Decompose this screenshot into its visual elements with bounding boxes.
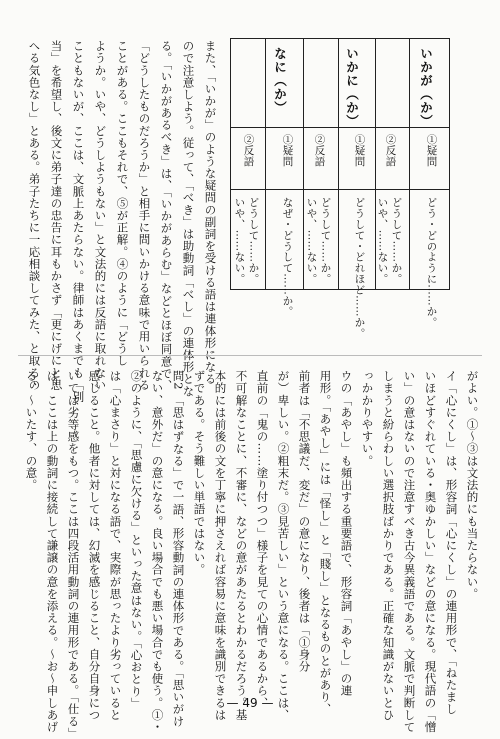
- text-column: 問2 「思はずなる」で一語、形容動詞の連体形である。「思いがけ: [171, 370, 186, 728]
- text-column: っかかりやすい。: [360, 370, 375, 467]
- text-column: ことがある。ここもそれで、⑤が正解。④のように「どうし: [115, 40, 130, 367]
- text-column: ②のように、「思慮に欠ける」といった意はない。「心おとり」: [129, 370, 144, 710]
- text-column: が）卑しい。②粗末だ。③見苦しい」という意になる。ここは、: [276, 370, 291, 721]
- row-example: どう・どのように……か。: [425, 197, 438, 328]
- text-column: いほどすぐれている・奥ゆかしい」などの意になる。現代語の「憎: [423, 370, 438, 733]
- text-column: い」の意はないので注意すべき古今異義語である。文脈で判断して: [402, 370, 417, 733]
- text-column: イ「心にくし」は、形容詞「心にくし」の連用形で、「ねたまし: [444, 370, 459, 716]
- table-column-divider: [265, 39, 266, 289]
- text-column: ので注意しよう。従って、「べき」は助動詞「べし」の連体形とな: [181, 40, 196, 398]
- text-column: 感じること。他者に対しては、幻滅を感じること、自分自身につ: [87, 370, 102, 721]
- text-column: は、ここは上の動詞に接続して謙譲の意を添える。〜お〜申しあげ: [45, 370, 60, 733]
- row-example: いや、……ない。: [376, 197, 389, 285]
- row-label: ②反語: [384, 134, 397, 167]
- text-column: 不可解なことに、不審に、などの意があたるとわかるだろう。基: [234, 370, 249, 721]
- question-word-table: [230, 38, 450, 339]
- text-column: 前者は「不思議だ、変だ」の意になり、後者は「①身分: [297, 370, 312, 673]
- row-example: いや、……ない。: [233, 197, 246, 285]
- text-column: ウの「あやし」も頻出する重要語で、形容詞「あやし」の連: [339, 370, 354, 697]
- row-example: なぜ・どうして……か。: [281, 197, 294, 317]
- group-heading: なに（か）: [272, 47, 288, 115]
- table-column-divider: [338, 39, 339, 289]
- text-column: 当」を希望し、後文に弟子達の忠告に耳もかさず「更にげにと思: [49, 40, 64, 391]
- text-column: へる気色なし」とある。弟子たちに一応相談してみた、と取るの: [27, 40, 42, 391]
- row-example: どうして・どれほど……か。: [353, 197, 366, 339]
- row-label: ①疑問: [281, 134, 294, 167]
- text-column: は「心まさり」と対になる語で、実際が思ったより劣っていると: [108, 370, 123, 721]
- section-divider: [18, 355, 482, 356]
- table-column-divider: [409, 39, 410, 289]
- row-label: ①疑問: [425, 134, 438, 167]
- group-heading: いかが（か）: [418, 47, 434, 128]
- text-column: いては劣等感をもつ。ここは四段活用動詞の連用形である。「仕る」: [66, 370, 81, 739]
- text-column: こともないが、ここは、文脈上あたらない。律師はあくまでも「別: [71, 40, 86, 403]
- text-column: 直前の「鬼の……塗り付つつ」様子を見ての心情であるから、: [255, 370, 270, 709]
- row-label: ①疑問: [353, 134, 366, 167]
- row-example: どうして……か。: [319, 197, 332, 285]
- row-label: ②反語: [242, 134, 255, 167]
- table-label-divider: [231, 189, 449, 190]
- text-column: また、「いかが」のような疑問の副詞を受ける語は連体形になる: [203, 40, 218, 386]
- group-heading: いかに（か）: [344, 47, 360, 128]
- text-column: ずである。そう難しい単語ではない。: [192, 370, 207, 576]
- table-group-divider: [303, 39, 304, 289]
- text-column: がよい。①〜③は文法的にも当たらない。: [465, 370, 480, 600]
- table-group-divider: [375, 39, 376, 289]
- text-column: ない、意外だ」の意になる。良い場合でも悪い場合でも使う。①・: [150, 370, 165, 733]
- text-column: 「どうしたものだろうか」と相手に問いかける意味で用いられる: [137, 40, 152, 391]
- text-column: 用形。「あやし」には「怪し」と「賤し」となるものとがあり、: [318, 370, 333, 716]
- text-column: しまうと紛らわしい選択肢ばかりである。正確な知識がないとひ: [381, 370, 396, 721]
- row-example: いや、……ない。: [305, 197, 318, 285]
- text-column: る。「いかがあるべき」は、「いかがあらむ」などとほぼ同意で、: [159, 40, 174, 392]
- row-example: どうして……か。: [247, 197, 260, 285]
- row-example: どうして……か。: [390, 197, 403, 285]
- page-number: — 49 —: [226, 696, 274, 710]
- text-column: る、〜いたす、の意。: [24, 370, 39, 491]
- row-label: ②反語: [313, 134, 326, 167]
- text-column: 本的には前後の文を丁寧に押さえれば容易に意味を識別できるは: [213, 370, 228, 721]
- table-header-divider: [231, 127, 449, 128]
- text-column: ようか。いや、どうしようもない」と文法的には反語に取れない: [93, 40, 108, 391]
